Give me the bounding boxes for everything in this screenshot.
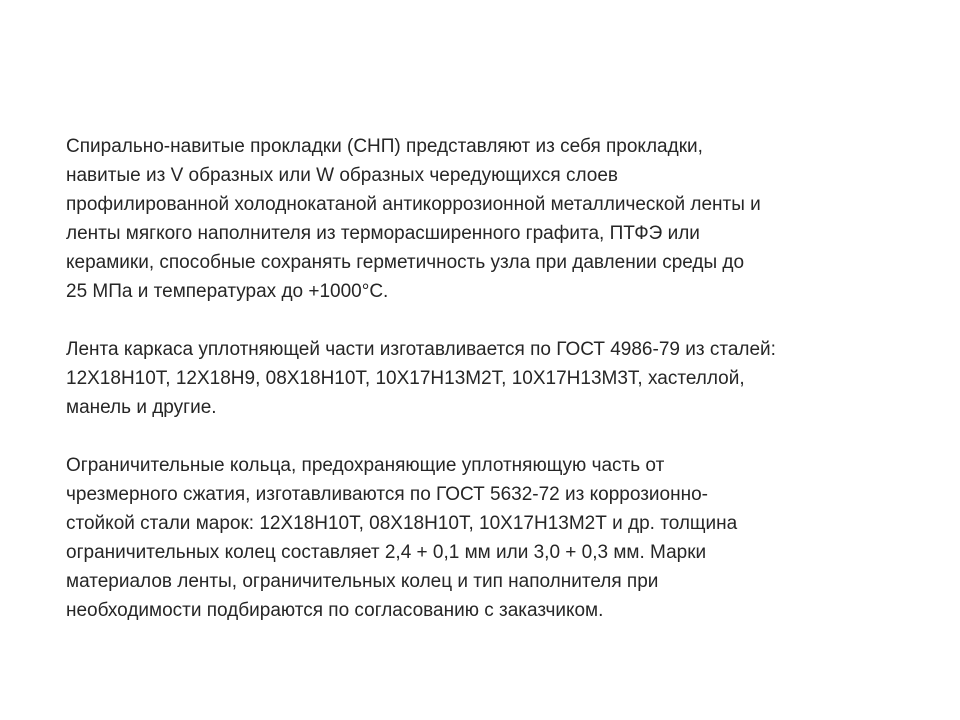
paragraph-gasket-description bbox=[66, 132, 926, 306]
text-line: керамики, способные сохранять герметичность узла при давлении среды до bbox=[66, 252, 745, 273]
text-line: 25 МПа и температурах до +1000°С. bbox=[66, 281, 389, 302]
text-line: манель и другие. bbox=[66, 397, 217, 418]
slide-body bbox=[66, 132, 926, 654]
paragraph-frame-tape bbox=[66, 335, 926, 422]
text-line: Спирально-навитые прокладки (СНП) представляют из себя прокладки, bbox=[66, 136, 703, 157]
text-line: Ограничительные кольца, предохраняющие уплотняющую часть от bbox=[66, 455, 665, 476]
text-line: 12Х18Н10Т, 12Х18Н9, 08Х18Н10Т, 10Х17Н13М2Т, 10Х17Н13М3Т, хастеллой, bbox=[66, 368, 745, 389]
text-line: стойкой стали марок: 12Х18Н10Т, 08Х18Н10Т, 10Х17Н13М2Т и др. толщина bbox=[66, 513, 738, 534]
text-line: ограничительных колец составляет 2,4 + 0,1 мм или 3,0 + 0,3 мм. Марки bbox=[66, 542, 707, 563]
paragraph-limiting-rings bbox=[66, 451, 926, 625]
text-line: необходимости подбираются по согласованию с заказчиком. bbox=[66, 600, 604, 621]
text-line: Лента каркаса уплотняющей части изготавливается по ГОСТ 4986-79 из сталей: bbox=[66, 339, 776, 360]
text-line: навитые из V образных или W образных чередующихся слоев bbox=[66, 165, 618, 186]
text-line: чрезмерного сжатия, изготавливаются по ГОСТ 5632-72 из коррозионно- bbox=[66, 484, 708, 505]
text-line: материалов ленты, ограничительных колец и тип наполнителя при bbox=[66, 571, 659, 592]
text-line: профилированной холоднокатаной антикоррозионной металлической ленты и bbox=[66, 194, 761, 215]
text-line: ленты мягкого наполнителя из терморасширенного графита, ПТФЭ или bbox=[66, 223, 700, 244]
